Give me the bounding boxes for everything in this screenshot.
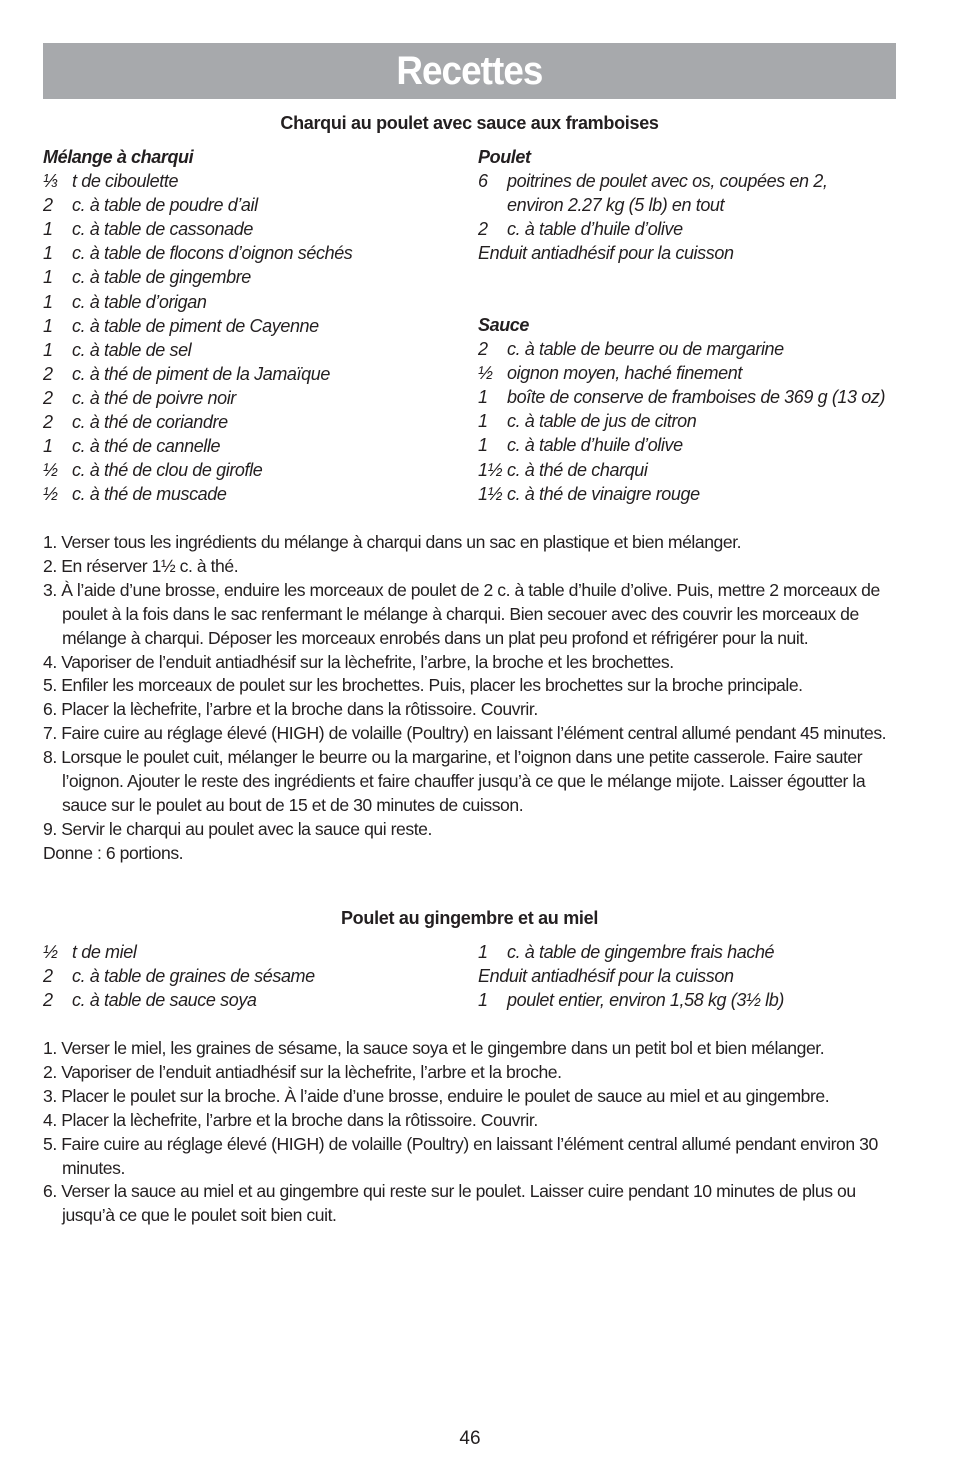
sauce-heading: Sauce — [478, 315, 530, 335]
ingredient-quantity: 2 — [43, 990, 53, 1011]
ingredient-text: c. à thé de muscade — [72, 484, 227, 505]
ingredient-quantity: 1½ — [478, 459, 503, 480]
ingredient-item — [478, 458, 885, 482]
ingredient-quantity: 2 — [43, 387, 53, 408]
ingredient-item — [478, 964, 784, 988]
instruction-step: 1. Verser tous les ingrédients du mélange à charqui dans un sac en plastique et bien mélanger. — [43, 532, 742, 552]
ingredient-text: c. à table d’huile d’olive — [507, 219, 683, 240]
ingredient-item — [43, 265, 352, 289]
instruction-step: 5. Enfiler les morceaux de poulet sur les brochettes. Puis, placer les brochettes sur la broche principale. — [43, 675, 803, 696]
ingredient-item — [43, 386, 352, 410]
jerky-mix-heading: Mélange à charqui — [43, 147, 194, 167]
recipe-1-instructions — [43, 531, 903, 866]
ingredient-text: c. à thé de cannelle — [72, 436, 221, 457]
instruction-step: 4. Placer la lèchefrite, l’arbre et la broche dans la rôtissoire. Couvrir. — [43, 1109, 538, 1130]
ingredient-item — [43, 314, 352, 338]
ingredient-item — [478, 337, 885, 361]
ingredient-text: c. à table de gingembre frais haché — [507, 942, 775, 962]
ingredient-quantity: 1 — [43, 219, 53, 240]
ingredient-text: t de miel — [72, 942, 137, 962]
ingredient-item — [43, 410, 352, 434]
ingredient-item — [43, 193, 352, 217]
ingredient-quantity: 1 — [478, 942, 488, 962]
ingredient-text: c. à thé de charqui — [507, 459, 648, 480]
ingredient-item — [43, 458, 352, 482]
sauce-list — [478, 337, 885, 506]
ingredient-text: c. à table de graines de sésame — [72, 966, 315, 987]
ingredient-quantity: ⅓ — [43, 171, 58, 192]
ingredient-item — [43, 434, 352, 458]
ingredient-item — [478, 940, 784, 964]
ingredient-item — [478, 169, 827, 193]
ingredient-item — [43, 241, 352, 265]
ingredient-quantity: ½ — [478, 363, 493, 384]
ingredient-item — [43, 362, 352, 386]
ingredient-text: c. à table de piment de Cayenne — [72, 315, 319, 336]
page-number: 46 — [459, 1428, 481, 1449]
ingredient-quantity: ½ — [43, 484, 58, 505]
instruction-step: 4. Vaporiser de l’enduit antiadhésif sur la lèchefrite, l’arbre, la broche et les brochettes. — [43, 651, 674, 672]
ingredient-quantity: 2 — [478, 219, 488, 240]
recipe-1-jerky-mix-column — [43, 145, 352, 506]
ingredient-item — [43, 964, 315, 988]
instruction-step: 6. Verser la sauce au miel et au gingembre qui reste sur le poulet. Laisser cuire pendant 10 minutes de plus ou jusqu’à ce que le poulet soit bien cuit. — [43, 1181, 856, 1226]
jerky-mix-list — [43, 169, 352, 506]
ingredient-item — [43, 988, 315, 1012]
ingredient-item — [478, 409, 885, 433]
ingredient-item — [478, 482, 885, 506]
instruction-step: 2. En réserver 1½ c. à thé. — [43, 555, 239, 576]
ingredient-quantity: 2 — [43, 966, 53, 987]
ingredient-text: environ 2.27 kg (5 lb) en tout — [507, 195, 725, 216]
ingredient-text: c. à table de beurre ou de margarine — [507, 339, 784, 360]
ingredient-quantity: 2 — [43, 363, 53, 384]
recipe-2-instructions — [43, 1037, 903, 1228]
ingredient-item — [478, 988, 784, 1012]
ingredient-text: poitrines de poulet avec os, coupées en 2, — [507, 171, 828, 192]
ingredient-item — [478, 433, 885, 457]
recipe-1-title: Charqui au poulet avec sauce aux framboises — [280, 113, 659, 133]
ingredient-text: Enduit antiadhésif pour la cuisson — [478, 243, 734, 264]
ingredient-text: c. à thé de piment de la Jamaïque — [72, 363, 330, 384]
ingredient-quantity: 1 — [478, 435, 488, 456]
ingredient-text: c. à table d’huile d’olive — [507, 435, 683, 456]
ingredient-text: c. à thé de vinaigre rouge — [507, 483, 700, 504]
ingredient-quantity: ½ — [43, 460, 58, 481]
ingredient-quantity: 6 — [478, 171, 488, 192]
recipe-1-chicken-column — [478, 145, 827, 265]
ingredient-text: c. à table de cassonade — [72, 219, 253, 240]
ingredient-quantity: 1 — [43, 436, 53, 457]
ingredient-text: poulet entier, environ 1,58 kg (3½ lb) — [507, 990, 784, 1011]
chicken-list — [478, 169, 827, 265]
ingredient-item — [478, 361, 885, 385]
ingredient-text: c. à thé de poivre noir — [72, 387, 236, 408]
ingredient-text: c. à table de sauce soya — [72, 990, 257, 1011]
instruction-step: 7. Faire cuire au réglage élevé (HIGH) de volaille (Poultry) en laissant l’élément central allumé pendant 45 minutes. — [43, 723, 887, 744]
ingredient-quantity: 1 — [43, 315, 53, 336]
ingredient-text: c. à table d’origan — [72, 291, 207, 312]
recipe-2-steps-list — [43, 1037, 903, 1228]
ingredient-text: c. à table de flocons d’oignon séchés — [72, 243, 353, 264]
instruction-step: 3. Placer le poulet sur la broche. À l’aide d’une brosse, enduire le poulet de sauce au miel et au gingembre. — [43, 1085, 830, 1106]
ingredient-text: c. à thé de coriandre — [72, 412, 228, 433]
ingredient-text: c. à table de sel — [72, 339, 192, 360]
instruction-step: 2. Vaporiser de l’enduit antiadhésif sur la lèchefrite, l’arbre et la broche. — [43, 1061, 562, 1082]
instruction-step: 3. À l’aide d’une brosse, enduire les morceaux de poulet de 2 c. à table d’huile d’olive. Puis, mettre 2 morceaux de poulet à la fois dans le sac renfermant le mélange à charqui. Bien secouer avec des couvrir les morceaux de mélange à charqui. Déposer les morceaux enrobés dans un plat peu profond et réfrigérer pour la nuit. — [43, 579, 880, 648]
ingredient-quantity: 1 — [43, 339, 53, 360]
ingredient-item — [478, 385, 885, 409]
ingredient-quantity: 1 — [478, 990, 488, 1011]
chicken-heading: Poulet — [478, 147, 531, 167]
ingredient-quantity: ½ — [43, 942, 58, 962]
recipe-1-yield: Donne : 6 portions. — [43, 842, 184, 863]
ingredient-item — [43, 290, 352, 314]
recipe-1-sauce-column — [478, 313, 885, 506]
ingredient-quantity: 1 — [478, 411, 488, 432]
ingredient-text: c. à table de poudre d’ail — [72, 195, 258, 216]
ingredient-item — [43, 169, 352, 193]
ingredient-item — [478, 193, 827, 217]
ingredient-text: c. à thé de clou de girofle — [72, 460, 263, 481]
ingredient-text: c. à table de jus de citron — [507, 411, 697, 432]
recipe-2-title: Poulet au gingembre et au miel — [340, 908, 599, 928]
ingredient-quantity: 1½ — [478, 483, 503, 504]
ingredient-item — [43, 338, 352, 362]
ingredient-quantity: 1 — [43, 291, 53, 312]
recipe-2-right-ingredients — [478, 940, 784, 1012]
recipe-2-left-list — [43, 940, 315, 1012]
instruction-step: 8. Lorsque le poulet cuit, mélanger le beurre ou la margarine, et l’oignon dans une petite casserole. Faire sauter l’oignon. Ajouter le reste des ingrédients et faire chauffer jusqu’à ce que le mélange mijote. Laisser égoutter la sauce sur le poulet au bout de 15 et de 30 minutes de cuisson. — [43, 747, 866, 815]
ingredient-quantity: 1 — [43, 243, 53, 264]
instruction-step: 1. Verser le miel, les graines de sésame, la sauce soya et le gingembre dans un petit bol et bien mélanger. — [43, 1038, 825, 1058]
recipe-1-steps-list — [43, 531, 903, 842]
ingredient-item — [43, 217, 352, 241]
ingredient-quantity: 1 — [478, 387, 488, 408]
instruction-step: 9. Servir le charqui au poulet avec la sauce qui reste. — [43, 818, 432, 839]
ingredient-quantity: 2 — [478, 339, 488, 360]
page-title: Recettes — [396, 48, 543, 93]
ingredient-quantity: 2 — [43, 195, 53, 216]
ingredient-item — [478, 241, 827, 265]
ingredient-text: oignon moyen, haché finement — [507, 363, 742, 384]
recipe-2-right-list — [478, 940, 784, 1012]
ingredient-text: Enduit antiadhésif pour la cuisson — [478, 966, 734, 987]
ingredient-item — [43, 482, 352, 506]
page-banner — [43, 43, 896, 99]
instruction-step: 6. Placer la lèchefrite, l’arbre et la broche dans la rôtissoire. Couvrir. — [43, 699, 538, 720]
recipe-2-left-ingredients — [43, 940, 315, 1012]
ingredient-quantity: 2 — [43, 412, 53, 433]
ingredient-text: t de ciboulette — [72, 171, 179, 192]
ingredient-item — [43, 940, 315, 964]
ingredient-quantity: 1 — [43, 267, 53, 288]
ingredient-item — [478, 217, 827, 241]
ingredient-text: boîte de conserve de framboises de 369 g (13 oz) — [507, 387, 886, 408]
instruction-step: 5. Faire cuire au réglage élevé (HIGH) de volaille (Poultry) en laissant l’élément central allumé pendant environ 30 minutes. — [43, 1133, 878, 1178]
ingredient-text: c. à table de gingembre — [72, 267, 251, 288]
